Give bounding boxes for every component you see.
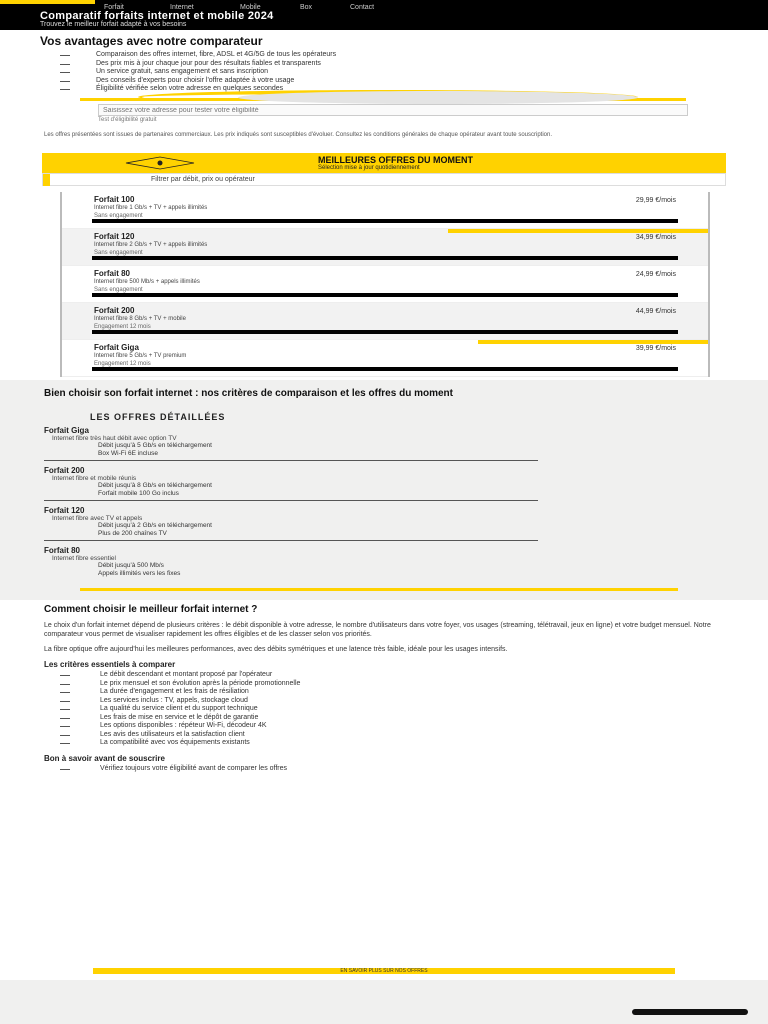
details-subtitle: LES OFFRES DÉTAILLÉES	[90, 412, 226, 422]
group-item: Box Wi-Fi 6E incluse	[98, 450, 158, 457]
list-item: La qualité du service client et du support technique	[44, 705, 724, 714]
plan-price: 29,99 €/mois	[635, 197, 676, 204]
plan-description: Internet fibre 500 Mb/s + appels illimités	[94, 279, 200, 285]
article-paragraph: Le choix d'un forfait internet dépend de plusieurs critères : le débit disponible à votre adresse, le nombre d'utilisateurs dans votre foyer, vos usages (streaming, télétravail, jeux en ligne) et votre budget mensuel. Notre comparateur vous permet de visualiser rapidement les offres éligibles et de les classer selon vos priorités.	[44, 622, 711, 638]
list-item: La compatibilité avec vos équipements existants	[44, 739, 724, 748]
plan-price: 39,99 €/mois	[635, 345, 676, 352]
list-item: Le prix mensuel et son évolution après la période promotionnelle	[44, 680, 724, 689]
plan-price: 44,99 €/mois	[635, 308, 676, 315]
details-section	[0, 380, 768, 600]
view-offer-button[interactable]	[92, 256, 678, 260]
plan-note: Engagement 12 mois	[94, 324, 151, 330]
plan-name: Forfait 80	[94, 269, 131, 278]
list-item: La durée d'engagement et les frais de résiliation	[44, 688, 724, 697]
plan-note: Sans engagement	[94, 250, 143, 256]
view-offer-button[interactable]	[92, 367, 678, 371]
list-item: Les services inclus : TV, appels, stockage cloud	[44, 697, 724, 706]
plan-list	[60, 192, 710, 377]
group-line: Internet fibre et mobile réunis	[52, 475, 137, 482]
nav-tab[interactable]: Mobile	[240, 4, 261, 11]
banner-title: MEILLEURES OFFRES DU MOMENT	[318, 155, 473, 165]
tips-list	[44, 765, 724, 774]
intro-title: Vos avantages avec notre comparateur	[40, 34, 263, 48]
page-subtitle: Trouvez le meilleur forfait adapté à vos besoins	[40, 21, 187, 28]
list-item: Vérifiez toujours votre éligibilité avant de comparer les offres	[44, 765, 724, 774]
article-subheading: Les critères essentiels à comparer	[44, 660, 176, 669]
group-item: Forfait mobile 100 Go inclus	[98, 490, 179, 497]
divider	[80, 588, 678, 591]
offers-banner	[42, 153, 726, 173]
highlight-bar	[448, 229, 708, 233]
group-item: Appels illimités vers les fixes	[98, 570, 181, 577]
list-item: Les options disponibles : répéteur Wi-Fi, décodeur 4K	[44, 722, 724, 731]
list-item: Des conseils d'experts pour choisir l'offre adaptée à votre usage	[40, 77, 730, 86]
footer	[0, 980, 768, 1024]
eligibility-widget	[98, 88, 688, 124]
plan-price: 34,99 €/mois	[635, 234, 676, 241]
address-input[interactable]	[98, 104, 688, 116]
disclaimer: Les offres présentées sont issues de partenaires commerciaux. Les prix indiqués sont susceptibles d'évoluer. Consultez les conditions générales de chaque opérateur avant toute souscription.	[44, 132, 552, 138]
plan-card	[62, 229, 708, 266]
offer-group	[44, 506, 724, 541]
list-item: Éligibilité vérifiée selon votre adresse en quelques secondes	[40, 85, 730, 94]
nav-tab[interactable]: Contact	[350, 4, 375, 11]
list-item: Le débit descendant et montant proposé par l'opérateur	[44, 671, 724, 680]
divider	[44, 540, 538, 541]
list-item: Comparaison des offres internet, fibre, ADSL et 4G/5G de tous les opérateurs	[40, 51, 730, 60]
view-offer-button[interactable]	[92, 330, 678, 334]
view-offer-button[interactable]	[92, 219, 678, 223]
plan-card	[62, 303, 708, 340]
article-paragraph: La fibre optique offre aujourd'hui les meilleures performances, avec des débits symétriques et une latence très faible, idéale pour les usages intensifs.	[44, 646, 508, 653]
list-item: Les frais de mise en service et le dépôt de garantie	[44, 714, 724, 723]
list-item: Des prix mis à jour chaque jour pour des résultats fiables et transparents	[40, 60, 730, 69]
group-name: Forfait 200	[44, 466, 85, 475]
offer-group	[44, 466, 724, 501]
plan-price: 24,99 €/mois	[635, 271, 676, 278]
list-item: Les avis des utilisateurs et la satisfaction client	[44, 731, 724, 740]
plan-card	[62, 266, 708, 303]
group-item: Débit jusqu'à 2 Gb/s en téléchargement	[98, 522, 212, 529]
back-to-top-button[interactable]	[632, 1009, 748, 1015]
filter-label: Filtrer par débit, prix ou opérateur	[151, 176, 255, 183]
banner-subtitle: Sélection mise à jour quotidiennement	[318, 165, 420, 171]
article	[44, 604, 724, 773]
plan-card	[62, 340, 708, 377]
top-header	[0, 0, 768, 30]
group-line: Internet fibre très haut débit avec option TV	[52, 435, 177, 442]
article-title: Comment choisir le meilleur forfait internet ?	[44, 604, 258, 615]
group-item: Débit jusqu'à 8 Gb/s en téléchargement	[98, 482, 212, 489]
plan-name: Forfait 200	[94, 306, 135, 315]
plan-name: Forfait Giga	[94, 343, 139, 352]
divider	[44, 460, 538, 461]
nav-tab[interactable]: Box	[300, 4, 313, 11]
plan-note: Sans engagement	[94, 287, 143, 293]
group-line: Internet fibre avec TV et appels	[52, 515, 143, 522]
decor-arc	[238, 91, 638, 104]
group-item: Plus de 200 chaînes TV	[98, 530, 167, 537]
view-offer-button[interactable]	[92, 293, 678, 297]
learn-more-button[interactable]: EN SAVOIR PLUS SUR NOS OFFRES	[93, 968, 675, 974]
plan-description: Internet fibre 2 Gb/s + TV + appels illimités	[94, 242, 208, 248]
details-title: Bien choisir son forfait internet : nos critères de comparaison et les offres du moment	[44, 388, 453, 399]
group-item: Débit jusqu'à 500 Mb/s	[98, 562, 164, 569]
list-item: Un service gratuit, sans engagement et sans inscription	[40, 68, 730, 77]
offer-group	[44, 426, 724, 461]
plan-name: Forfait 100	[94, 195, 135, 204]
group-name: Forfait 120	[44, 506, 85, 515]
filter-marker	[43, 174, 50, 186]
brand-logo-icon	[120, 156, 200, 170]
criteria-list	[44, 671, 724, 748]
offer-group	[44, 546, 724, 578]
highlight-bar	[478, 340, 708, 344]
accent-strip	[0, 0, 95, 4]
nav-tab[interactable]: Internet	[170, 4, 194, 11]
filter-bar[interactable]	[42, 173, 726, 186]
group-item: Débit jusqu'à 5 Gb/s en téléchargement	[98, 442, 212, 449]
eligibility-caption: Test d'éligibilité gratuit	[98, 117, 157, 123]
divider	[44, 500, 538, 501]
article-subheading: Bon à savoir avant de souscrire	[44, 753, 165, 763]
group-line: Internet fibre essentiel	[52, 555, 116, 562]
plan-description: Internet fibre 5 Gb/s + TV premium	[94, 353, 187, 359]
plan-note: Sans engagement	[94, 213, 143, 219]
nav-tab[interactable]: Forfait	[104, 4, 124, 11]
group-name: Forfait 80	[44, 546, 81, 555]
page-title: Comparatif forfaits internet et mobile 2024	[40, 10, 274, 22]
plan-description: Internet fibre 8 Gb/s + TV + mobile	[94, 316, 186, 322]
group-name: Forfait Giga	[44, 426, 89, 435]
plan-description: Internet fibre 1 Gb/s + TV + appels illimités	[94, 205, 208, 211]
plan-card	[62, 192, 708, 229]
plan-name: Forfait 120	[94, 232, 135, 241]
plan-note: Engagement 12 mois	[94, 361, 151, 367]
